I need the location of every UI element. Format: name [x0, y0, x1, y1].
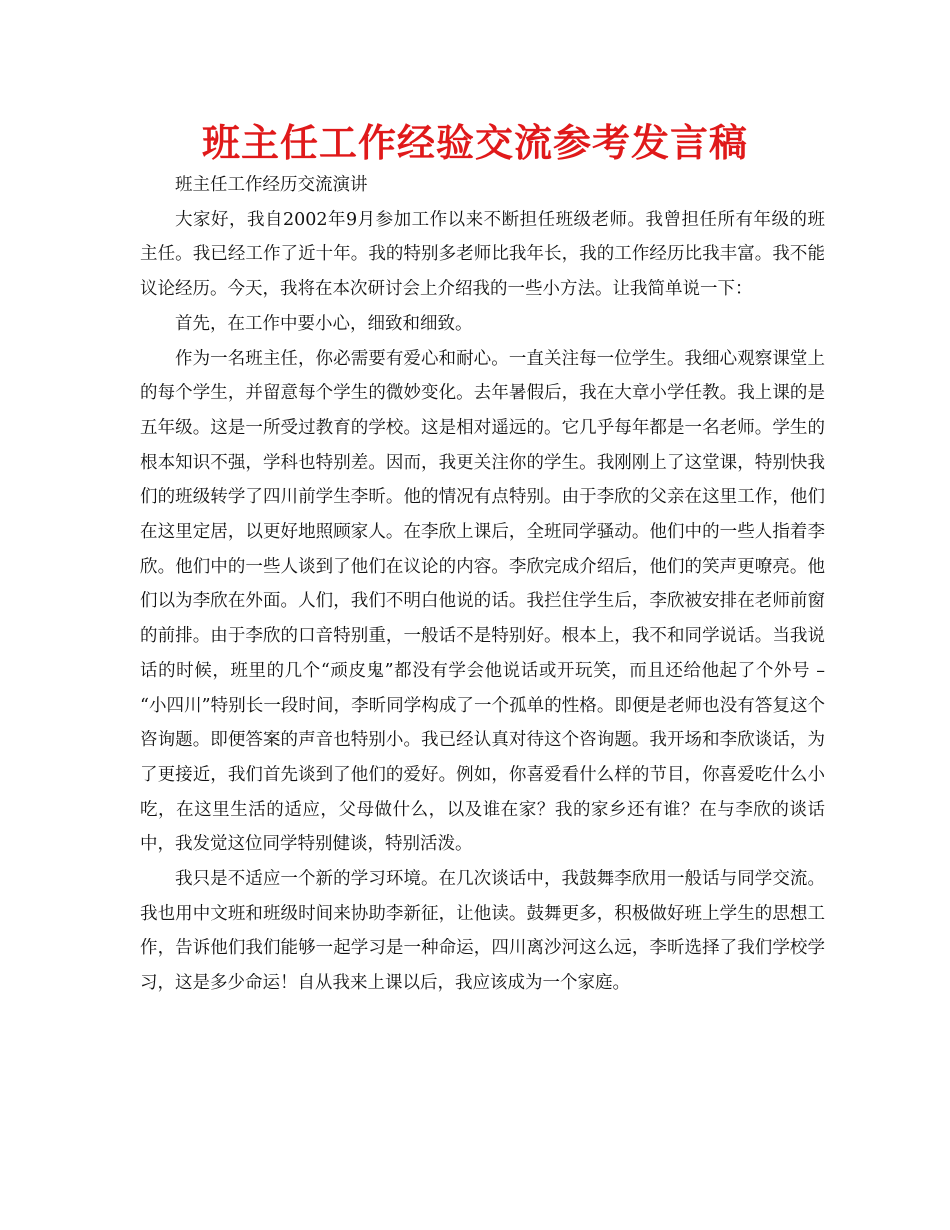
body-paragraph: 大家好，我自2002年9月参加工作以来不断担任班级老师。我曾担任所有年级的班主任。我已经工作了近十年。我的特别多老师比我年长，我的工作经历比我丰富。我不能议论经历。今天，我将在本次研讨会上介绍我的一些小方法。让我简单说一下： [140, 209, 825, 300]
subtitle-paragraph: 班主任工作经历交流演讲 [175, 175, 368, 195]
body-paragraph: 我只是不适应一个新的学习环境。在几次谈话中，我鼓舞李欣用一般话与同学交流。我也用中文班和班级时间来协助李新征，让他读。鼓舞更多，积极做好班上学生的思想工作，告诉他们我们能够一起学习是一种命运，四川离沙河这么远，李昕选择了我们学校学习，这是多少命运！自从我来上课以后，我应该成为一个家庭。 [140, 869, 825, 994]
document-title: 班主任工作经验交流参考发言稿 [201, 121, 748, 165]
document-body [140, 168, 825, 1001]
body-paragraph: 作为一名班主任，你必需要有爱心和耐心。一直关注每一位学生。我细心观察课堂上的每个学生，并留意每个学生的微妙变化。去年暑假后，我在大章小学任教。我上课的是五年级。这是一所受过教育的学校。这是相对遥远的。它几乎每年都是一名老师。学生的根本知识不强，学科也特别差。因而，我更关注你的学生。我刚刚上了这堂课，特别快我们的班级转学了四川前学生李昕。他的情况有点特别。由于李欣的父亲在这里工作，他们在这里定居，以更好地照顾家人。在李欣上课后，全班同学骚动。他们中的一些人指着李欣。他们中的一些人谈到了他们在议论的内容。李欣完成介绍后，他们的笑声更嘹亮。他们以为李欣在外面。人们，我们不明白他说的话。我拦住学生后，李欣被安排在老师前窗的前排。由于李欣的口音特别重，一般话不是特别好。根本上，我不和同学说话。当我说话的时候，班里的几个“顽皮鬼”都没有学会他说话或开玩笑，而且还给他起了个外号 – “小四川”特别长一段时间，李昕同学构成了一个孤单的性格。即便是老师也没有答复这个咨询题。即便答案的声音也特别小。我已经认真对待这个咨询题。我开场和李欣谈话，为了更接近，我们首先谈到了他们的爱好。例如，你喜爱看什么样的节目，你喜爱吃什么小吃，在这里生活的适应，父母做什么，以及谁在家？我的家乡还有谁？在与李欣的谈话中，我发觉这位同学特别健谈，特别活泼。 [140, 348, 825, 855]
body-paragraph: 首先，在工作中要小心，细致和细致。 [175, 313, 473, 334]
